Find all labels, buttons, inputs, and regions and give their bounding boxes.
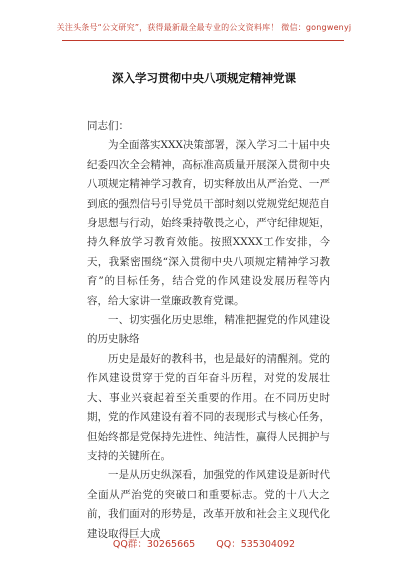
paragraph-history: 历史是最好的教科书，也是最好的清醒剂。党的作风建设贯穿于党的百年奋斗历程，对党的发展壮大、事业兴衰起着至关重要的作用。在不同历史时期，党的作风建设有着不同的表现形式与核心任务，但始终都是党保持先进性、纯洁性，赢得人民拥护与支持的关键所在。	[87, 352, 330, 462]
document-title: 深入学习贯彻中央八项规定精神党课	[112, 71, 296, 85]
paragraph-intro: 为全面落实XXX决策部署，深入学习二十届中央纪委四次全会精神，高标准高质量开展深入贯彻中央八项规定精神学习教育，切实释放出从严治党、一严到底的强烈信号引导党员干部时刻以党规党纪规范自身思想与行动，始终秉持敬畏之心，严守纪律规矩，持久释放学习教育效能。按照XXXX工作安排，今天，我紧密围绕“深入贯彻中央八项规定精神学习教育”的目标任务，结合党的作风建设发展历程等内容，给大家讲一堂廉政教育党课。	[87, 139, 330, 307]
header-divider	[62, 40, 344, 41]
footer-qq-group: QQ群：30265665	[112, 539, 196, 550]
paragraph-point-1: 一是从历史纵深看，加强党的作风建设是新时代全面从严治党的突破口和重要标志。党的十八大之前，我们面对的形势是，改革开放和社会主义现代化建设取得巨大成	[87, 469, 330, 540]
footer-qq: QQ：535304092	[216, 539, 296, 550]
header-banner: 关注头条号“公文研究”，获得最新最全最专业的公文资料库！ 微信：gongwenyj	[56, 23, 352, 32]
footer-contacts	[0, 536, 408, 550]
document-body	[87, 117, 330, 544]
section-heading-1: 一、切实强化历史思维，精准把握党的作风建设的历史脉络	[87, 314, 330, 346]
salutation: 同志们：	[87, 120, 129, 132]
